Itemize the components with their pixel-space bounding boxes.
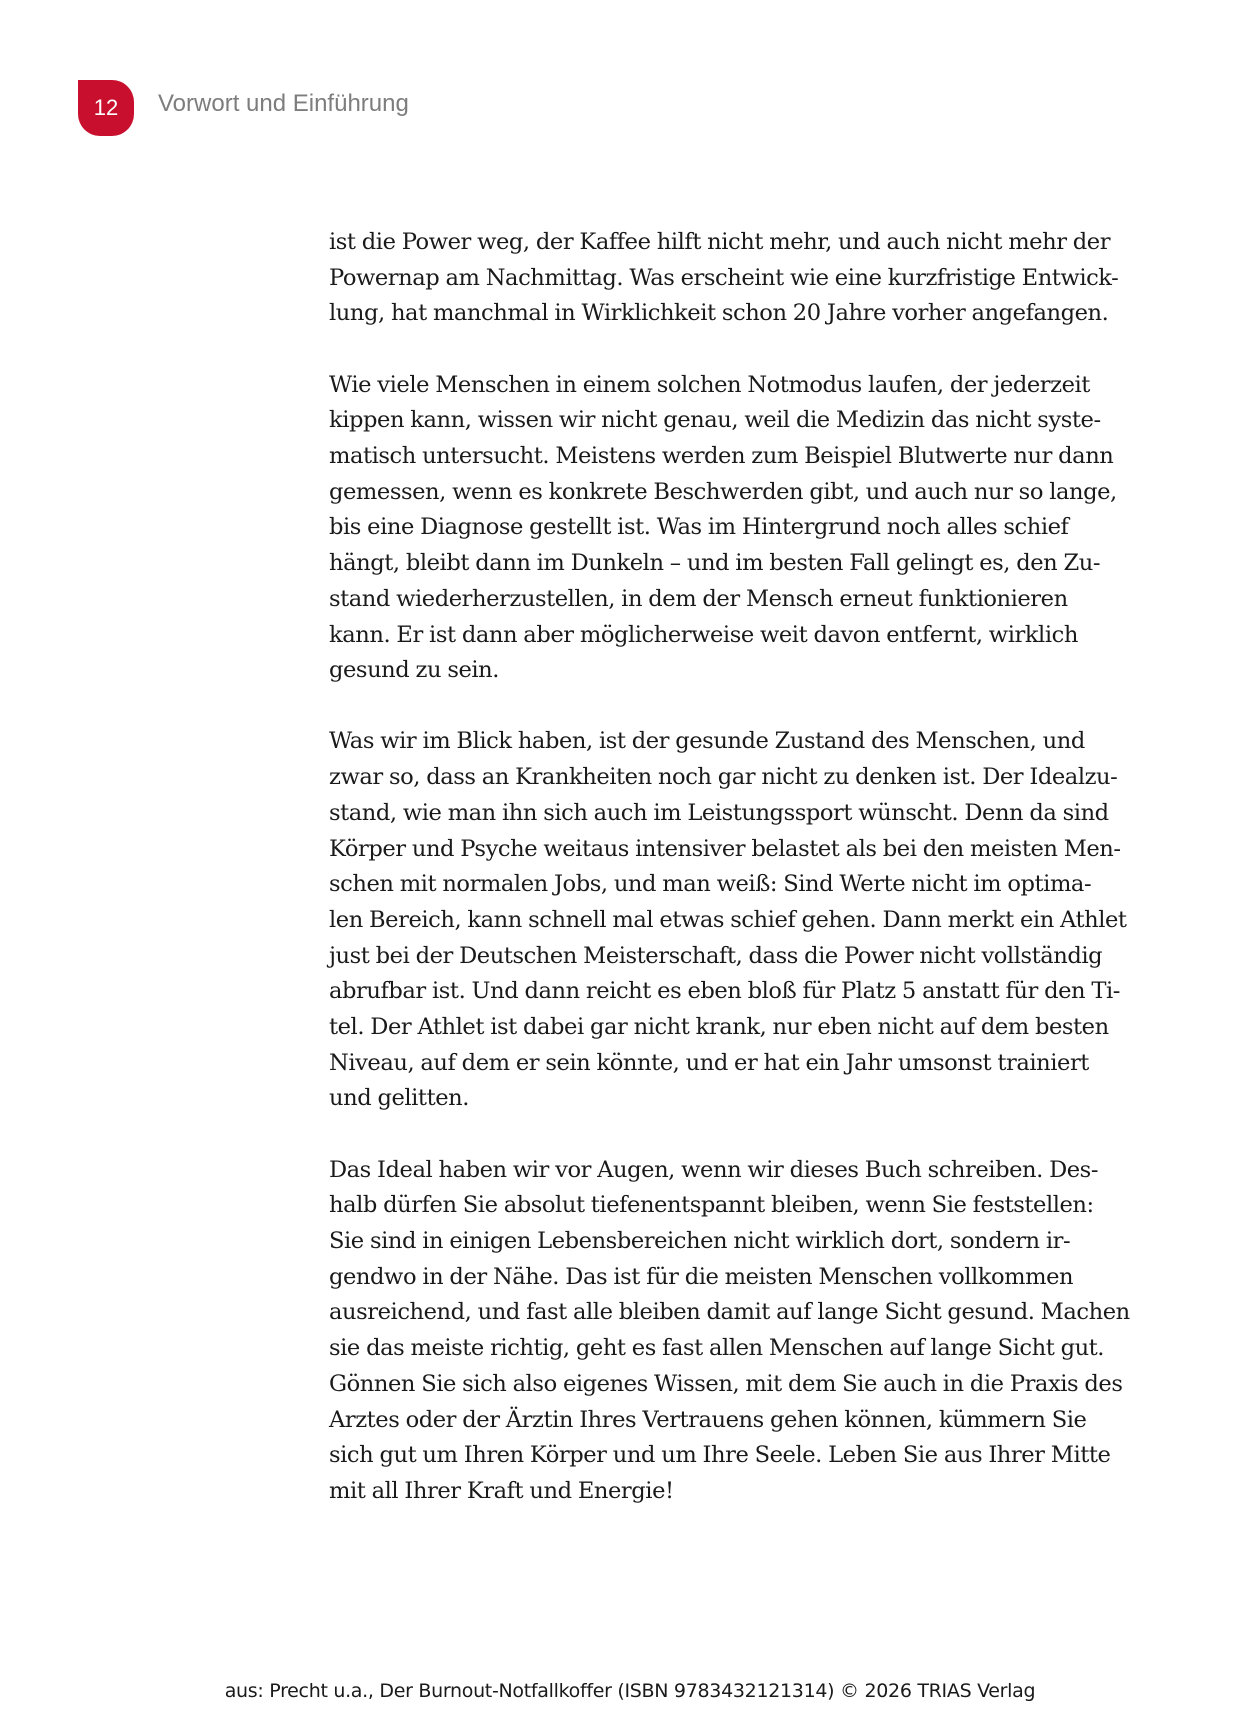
paragraph: Was wir im Blick haben, ist der gesunde Zustand des Menschen, und zwar so, dass an Krankheiten noch gar nicht zu denken ist. Der Idealzu- stand, wie man ihn sich auch im Leistungssport wünscht. Denn da sind Körper und Psyche weitaus intensiver belastet als bei den meisten Men- schen mit normalen Jobs, und man weiß: Sind Werte nicht im optima- len Bereich, kann schnell mal etwas schief gehen. Dann merkt ein Athlet just bei der Deutschen Meisterschaft, dass die Power nicht vollständig abrufbar ist. Und dann reicht es eben bloß für Platz 5 anstatt für den Ti- tel. Der Athlet ist dabei gar nicht krank, nur eben nicht auf dem besten Niveau, auf dem er sein könnte, und er hat ein Jahr umsonst trainiert und gelitten. [329,728,1127,1112]
paragraph: ist die Power weg, der Kaffee hilft nicht mehr, und auch nicht mehr der Powernap am Nachmittag. Was erscheint wie eine kurzfristige Entwick- lung, hat manchmal in Wirklichkeit schon 20 Jahre vorher angefangen. [329,229,1119,327]
chapter-title: Vorwort und Einführung [158,90,409,117]
paragraph: Das Ideal haben wir vor Augen, wenn wir dieses Buch schreiben. Des- halb dürfen Sie absolut tiefenentspannt bleiben, wenn Sie feststellen: Sie sind in einigen Lebensbereichen nicht wirklich dort, sondern ir- gendwo in der Nähe. Das ist für die meisten Menschen vollkommen ausreichend, und fast alle bleiben damit auf lange Sicht gesund. Machen sie das meiste richtig, geht es fast allen Menschen auf lange Sicht gut. Gönnen Sie sich also eigenes Wissen, mit dem Sie auch in die Praxis des Arztes oder der Ärztin Ihres Vertrauens gehen können, kümmern Sie sich gut um Ihren Körper und um Ihre Seele. Leben Sie aus Ihrer Mitte mit all Ihrer Kraft und Energie! [329,1156,1130,1504]
source-footer: aus: Precht u.a., Der Burnout-Notfallkoffer (ISBN 9783432121314) © 2026 TRIAS Verlag [224,1680,1036,1702]
page-number-badge [78,80,134,136]
paragraph: Wie viele Menschen in einem solchen Notmodus laufen, der jederzeit kippen kann, wissen wir nicht genau, weil die Medizin das nicht syste- matisch untersucht. Meistens werden zum Beispiel Blutwerte nur dann gemessen, wenn es konkrete Beschwerden gibt, und auch nur so lange, bis eine Diagnose gestellt ist. Was im Hintergrund noch alles schief hängt, bleibt dann im Dunkeln – und im besten Fall gelingt es, den Zu- stand wiederherzustellen, in dem der Mensch erneut funktionieren kann. Er ist dann aber möglicherweise weit davon entfernt, wirklich gesund zu sein. [329,371,1117,684]
page-number: 12 [93,95,119,120]
body-text [329,225,1149,1545]
